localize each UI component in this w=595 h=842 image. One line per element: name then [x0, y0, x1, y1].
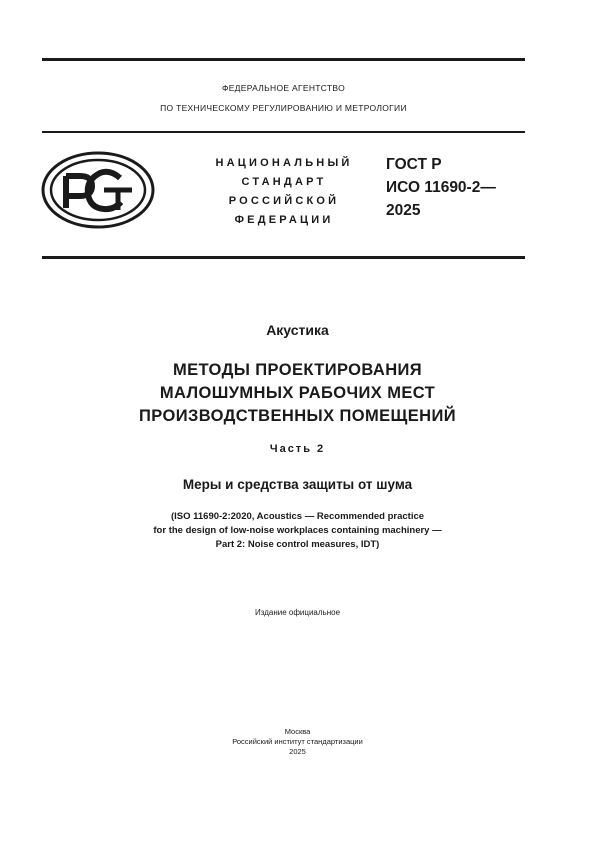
standard-type-line-4: ФЕДЕРАЦИИ: [234, 214, 334, 226]
standard-type-line-2: СТАНДАРТ: [241, 176, 327, 188]
title-line-1: МЕТОДЫ ПРОЕКТИРОВАНИЯ: [172, 361, 423, 379]
subject-heading: Акустика: [266, 322, 329, 338]
part-label: Часть 2: [269, 443, 326, 455]
iso-reference-line-2: for the design of low-noise workplaces containing machinery —: [153, 525, 442, 536]
footer-year: 2025: [289, 747, 306, 756]
part-title: Меры и средства защиты от шума: [182, 477, 413, 492]
publisher-footer: [0, 727, 595, 757]
agency-name: [42, 82, 525, 115]
standard-type-line-3: РОССИЙСКОЙ: [228, 195, 340, 207]
iso-reference: [0, 510, 595, 552]
agency-line-2: ПО ТЕХНИЧЕСКОМУ РЕГУЛИРОВАНИЮ И МЕТРОЛОГИИ: [160, 103, 407, 113]
standard-code: [386, 153, 536, 222]
standard-code-line-1: ГОСТ Р: [386, 156, 442, 173]
title-line-3: ПРОИЗВОДСТВЕННЫХ ПОМЕЩЕНИЙ: [139, 407, 456, 425]
header-bottom-rule: [42, 256, 525, 259]
standard-code-line-3: 2025: [386, 202, 421, 219]
iso-reference-line-3: Part 2: Noise control measures, IDT): [215, 539, 380, 550]
footer-city: Москва: [284, 727, 311, 736]
standard-type: [188, 154, 380, 230]
iso-reference-line-1: (ISO 11690-2:2020, Acoustics — Recommended practice: [170, 511, 425, 522]
agency-rule: [42, 131, 525, 133]
edition-label: Издание официальное: [254, 608, 341, 617]
document-title: [0, 359, 595, 428]
agency-line-1: ФЕДЕРАЛЬНОЕ АГЕНТСТВО: [221, 83, 346, 93]
top-rule: [42, 58, 525, 61]
footer-publisher: Российский институт стандартизации: [232, 737, 363, 746]
title-line-2: МАЛОШУМНЫХ РАБОЧИХ МЕСТ: [159, 384, 436, 402]
standard-type-line-1: НАЦИОНАЛЬНЫЙ: [215, 157, 353, 169]
standard-code-line-2: ИСО 11690-2—: [386, 179, 496, 196]
gost-r-certification-mark-icon: [40, 150, 156, 230]
